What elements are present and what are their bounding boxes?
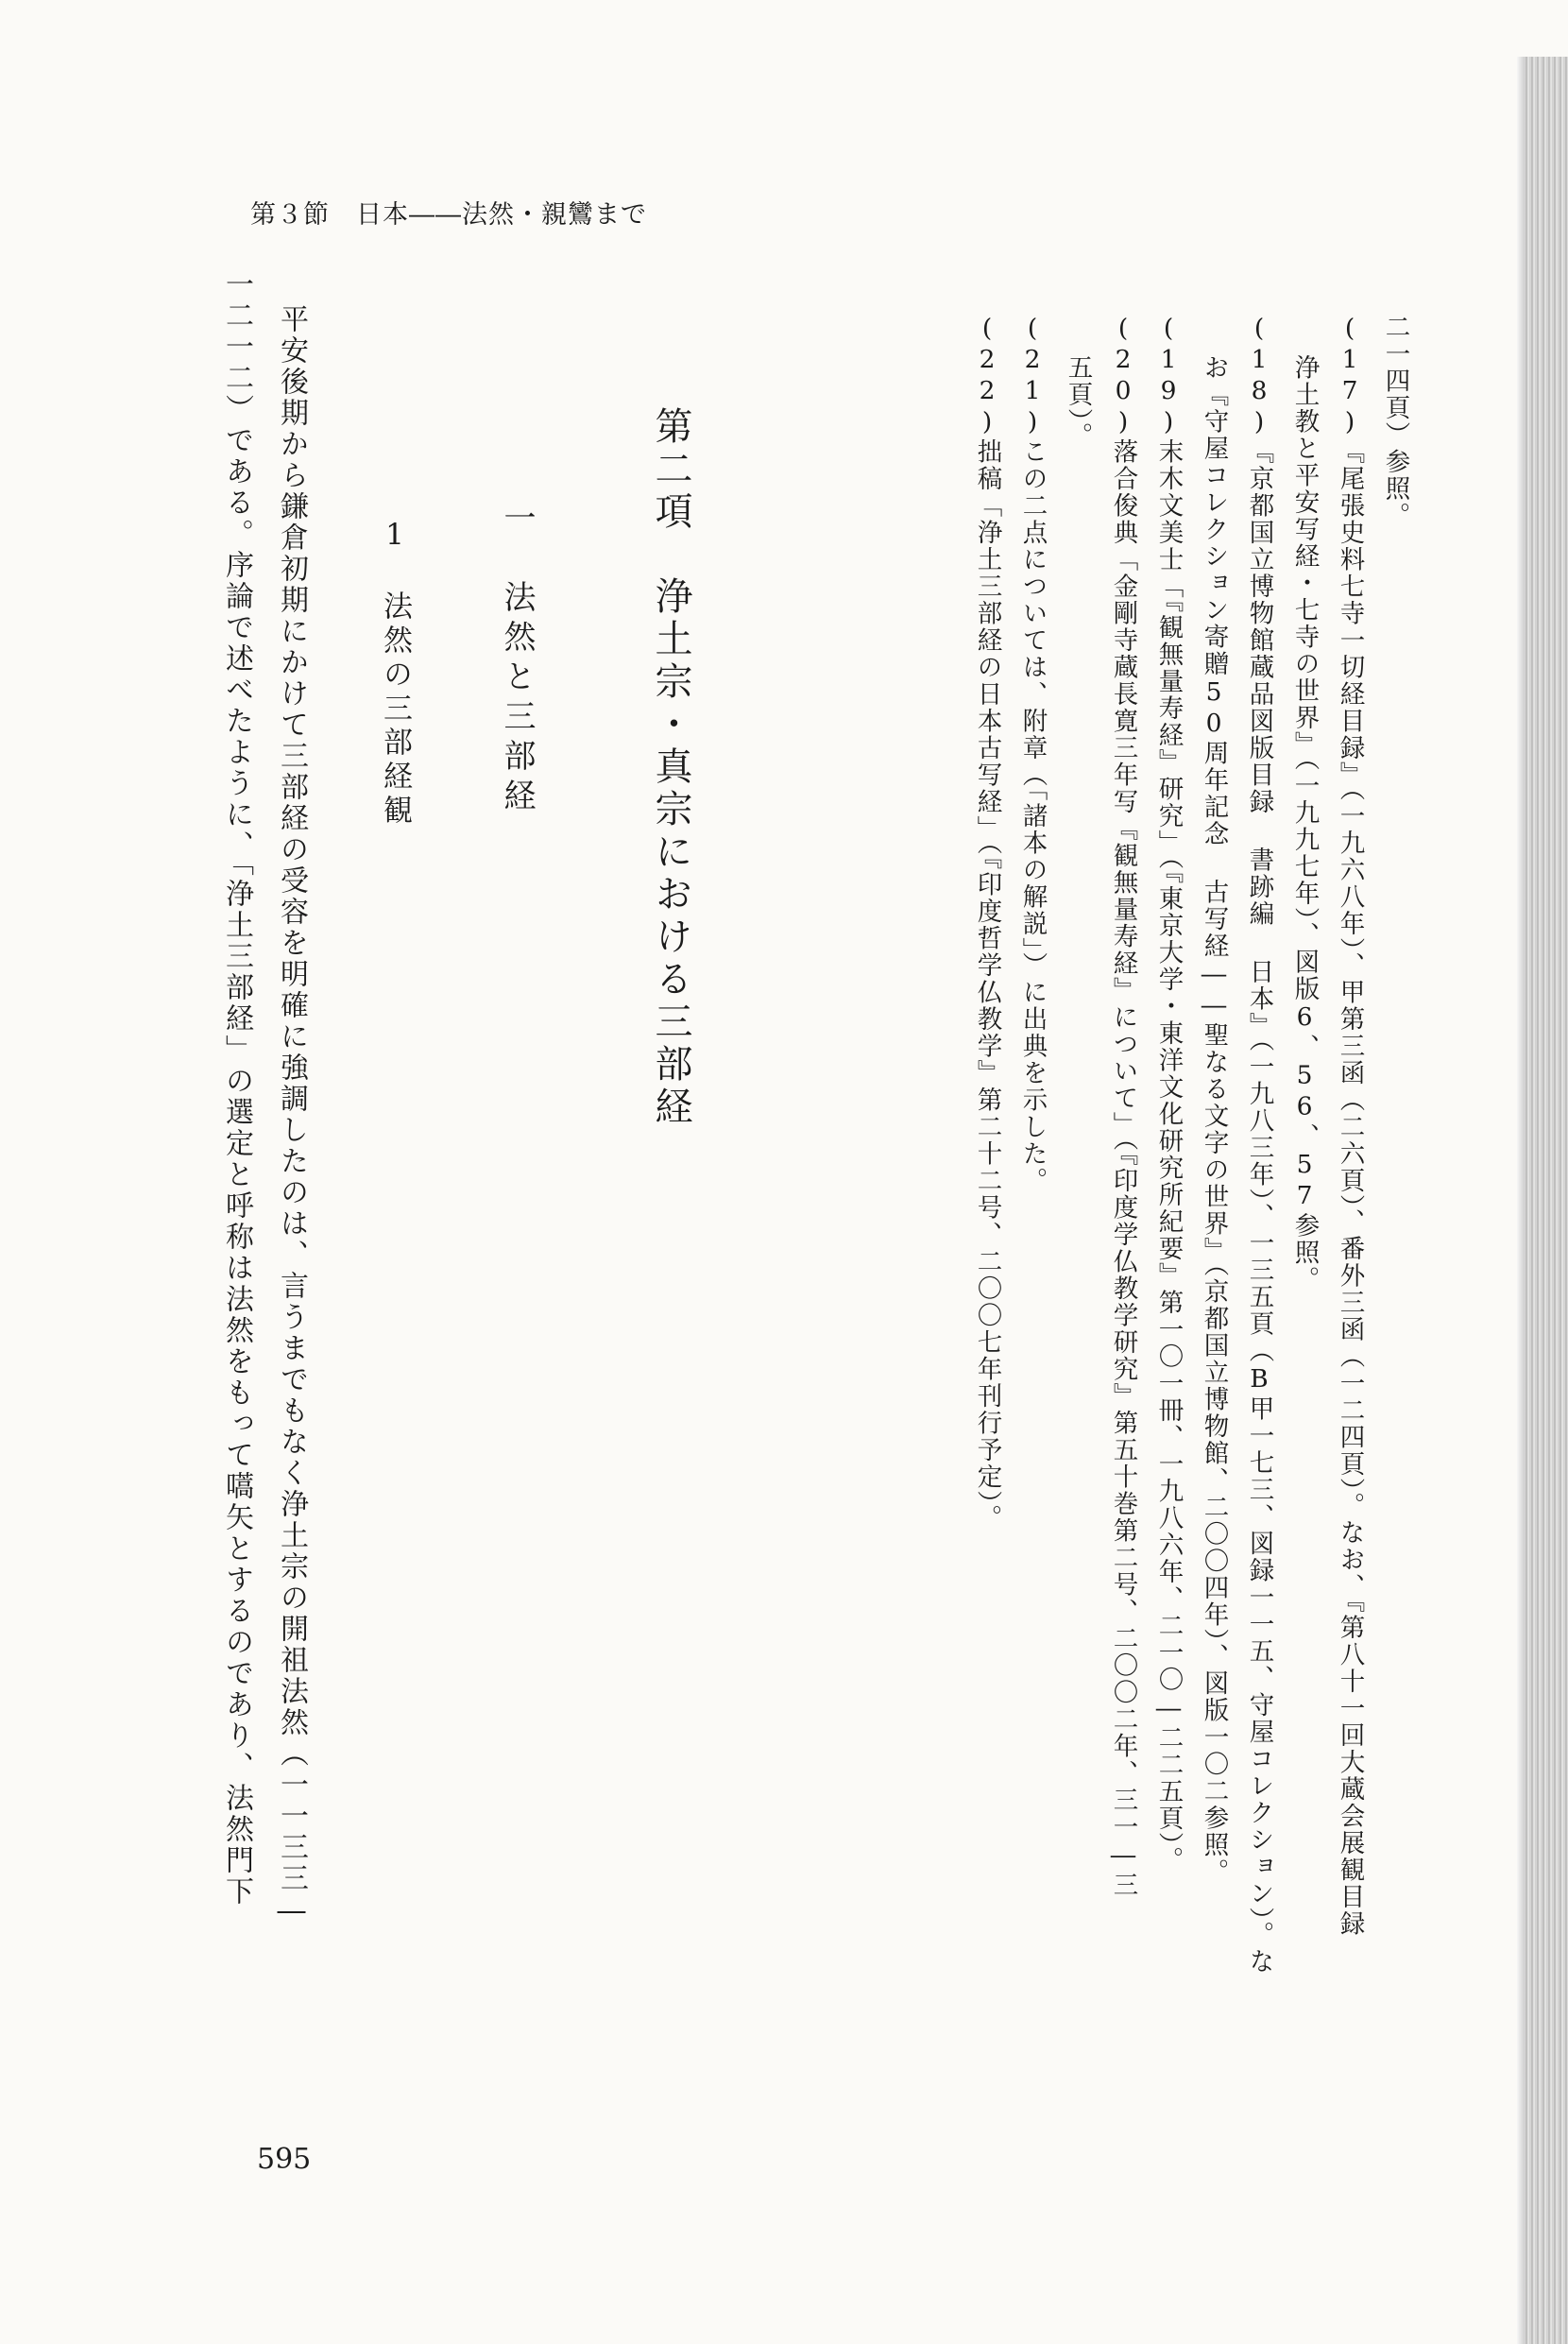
subsubsection-title: 1 法然の三部経観	[378, 518, 412, 829]
footnote-21: (21)この二点については、附章（「諸本の解説」）に出典を示した。	[1017, 314, 1048, 1194]
footnote-19: (19)末木文美士「『観無量寿経』研究」（『東京大学・東洋文化研究所紀要』第一〇一冊、一九八六年、二一〇―二二五頁）。	[1153, 314, 1184, 1873]
footnote-20-continuation: 五頁）。	[1063, 354, 1093, 450]
footnote-17-line: (17)『尾張史料七寺一切経目録』（一九六八年）、甲第三函（二六頁）、番外三函（一二四頁）。なお、『第八十一回大蔵会展観目録	[1335, 314, 1365, 1938]
footnote-20-line: (20)落合俊典「金剛寺蔵長寛三年写『観無量寿経』について」（『印度学仏教学研究』第五十巻第二号、二〇〇二年、三一―三	[1108, 314, 1138, 1899]
body-paragraph-line: 一二一二）である。序論で述べたように、「浄土三部経」の選定と呼称は法然をもって嚆矢とするのであり、法然門下	[220, 269, 253, 1908]
page-edge-gutter	[1517, 57, 1525, 2344]
body-paragraph-line: 平安後期から鎌倉初期にかけて三部経の受容を明確に強調したのは、言うまでもなく浄土宗の開祖法然（一一三三―	[275, 304, 308, 1930]
footnote-line: 二一四頁）参照。	[1380, 314, 1410, 529]
running-header: 第３節 日本――法然・親鸞まで	[250, 200, 647, 230]
footnote-22: (22)拙稿「浄土三部経の日本古写経」（『印度哲学仏教学』第二十二号、二〇〇七年刊行予定）。	[972, 314, 1002, 1532]
section-title: 第二項 浄土宗・真宗における三部経	[649, 406, 692, 1129]
subsection-title: 一 法然と三部経	[498, 501, 536, 818]
page-number: 595	[257, 2143, 312, 2176]
footnote-18-line: (18)『京都国立博物館蔵品図版目録 書跡編 日本』（一九八三年）、一三五頁（B甲一七三、図録一一五、守屋コレクション）。な	[1244, 314, 1274, 1976]
footnote-17-continuation: 浄土教と平安写経・七寺の世界』（一九九七年）、図版6、56、57参照。	[1289, 354, 1320, 1293]
page-edge-shadow	[1525, 57, 1568, 2344]
footnote-18-continuation: お『守屋コレクション寄贈50周年記念 古写経――聖なる文字の世界』（京都国立博物館、二〇〇四年）、図版一〇二参照。	[1199, 354, 1229, 1886]
